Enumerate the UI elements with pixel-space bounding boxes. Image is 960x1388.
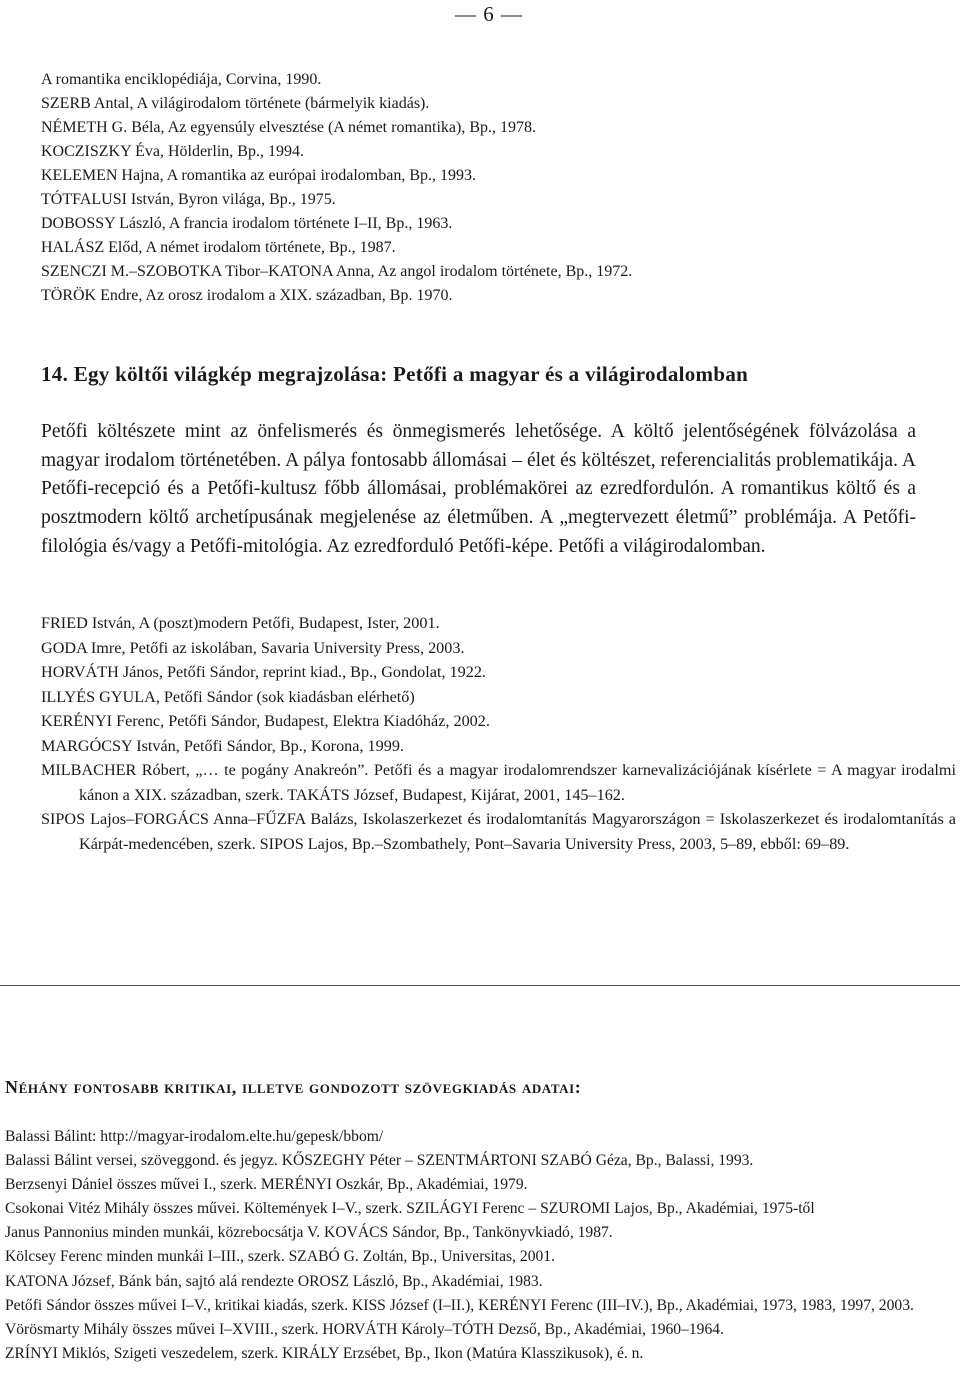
reference-item: Balassi Bálint: http://magyar-irodalom.elte.hu/gepesk/bbom/ bbox=[5, 1128, 384, 1145]
reference-item: NÉMETH G. Béla, Az egyensúly elvesztése (A német romantika), Bp., 1978. bbox=[41, 119, 536, 136]
reference-item: ZRÍNYI Miklós, Szigeti veszedelem, szerk. KIRÁLY Erzsébet, Bp., Ikon (Matúra Klasszikusok), é. n. bbox=[5, 1344, 644, 1362]
reference-item: HALÁSZ Előd, A német irodalom története, Bp., 1987. bbox=[41, 239, 396, 256]
reference-item: HORVÁTH János, Petőfi Sándor, reprint kiad., Bp., Gondolat, 1922. bbox=[41, 663, 486, 681]
reference-item: ILLYÉS GYULA, Petőfi Sándor (sok kiadásban elérhető) bbox=[41, 687, 415, 706]
reference-item: Vörösmarty Mihály összes művei I–XVIII., szerk. HORVÁTH Károly–TÓTH Dezső, Bp., Akadémiai, 1960–1964. bbox=[5, 1320, 724, 1338]
reference-item: SZERB Antal, A világirodalom története (bármelyik kiadás). bbox=[41, 95, 430, 112]
reference-item: MILBACHER Róbert, „… te pogány Anakreón”. Petőfi és a magyar irodalomrendszer karnevalizációjának kísérlete = A magyar irodalmi kánon a XIX. században, szerk. TAKÁTS József, Budapest, Kijárat, 2001, 145–162. bbox=[41, 761, 956, 804]
reference-item: Kölcsey Ferenc minden munkái I–III., szerk. SZABÓ G. Zoltán, Bp., Universitas, 2001. bbox=[5, 1248, 556, 1266]
reference-item: Balassi Bálint versei, szöveggond. és jegyz. KŐSZEGHY Péter – SZENTMÁRTONI SZABÓ Géza, Bp., Balassi, 1993. bbox=[5, 1152, 754, 1170]
reference-item: TÓTFALUSI István, Byron világa, Bp., 1975. bbox=[41, 191, 336, 208]
reference-item: SIPOS Lajos–FORGÁCS Anna–FŰZFA Balázs, Iskolaszerkezet és irodalomtanítás Magyarországon = Iskolaszerkezet és irodalomtanítás a Kárpát-medencében, szerk. SIPOS Lajos, Bp.–Szombathely, Pont–Savaria University Press, 2003, 5–89, ebből: 69–89. bbox=[41, 810, 956, 853]
reference-item: MARGÓCSY István, Petőfi Sándor, Bp., Korona, 1999. bbox=[41, 736, 404, 755]
reference-item: Csokonai Vitéz Mihály összes művei. Költemények I–V., szerk. SZILÁGYI Ferenc – SZUROMI Lajos, Bp., Akadémiai, 1975-től bbox=[5, 1200, 815, 1218]
reference-item: KERÉNYI Ferenc, Petőfi Sándor, Budapest, Elektra Kiadóház, 2002. bbox=[41, 712, 490, 730]
reference-item: Janus Pannonius minden munkái, közrebocsátja V. KOVÁCS Sándor, Bp., Tankönyvkiadó, 1987. bbox=[5, 1224, 613, 1242]
reference-item: Petőfi Sándor összes művei I–V., kritikai kiadás, szerk. KISS József (I–II.), KERÉNYI Ferenc (III–IV.), Bp., Akadémiai, 1973, 1983, 1997, 2003. bbox=[5, 1296, 914, 1314]
critical-editions-list bbox=[5, 1125, 955, 1366]
reference-item: DOBOSSY László, A francia irodalom története I–II, Bp., 1963. bbox=[41, 215, 453, 232]
bibliography-petofi bbox=[41, 611, 956, 856]
bibliography-romanticism bbox=[41, 68, 921, 308]
section-heading: 14. Egy költői világkép megrajzolása: Petőfi a magyar és a világirodalomban bbox=[41, 362, 749, 386]
section-paragraph: Petőfi költészete mint az önfelismerés és önmegismerés lehetősége. A költő jelentőségének fölvázolása a magyar irodalom történetében. A pálya fontosabb állomásai – élet és költészet, referencialitás problematikája. A Petőfi-recepció és a Petőfi-kultusz főbb állomásai, problémakörei az ezredfordulón. A romantikus költő és a posztmodern költő archetípusának megjelenése az életműben. A „megtervezett életmű” problémája. A Petőfi-filológia és/vagy a Petőfi-mitológia. Az ezredforduló Petőfi-képe. Petőfi a világirodalomban. bbox=[41, 421, 916, 557]
reference-item: KELEMEN Hajna, A romantika az európai irodalomban, Bp., 1993. bbox=[41, 167, 477, 184]
reference-item: GODA Imre, Petőfi az iskolában, Savaria University Press, 2003. bbox=[41, 638, 465, 657]
reference-item: SZENCZI M.–SZOBOTKA Tibor–KATONA Anna, Az angol irodalom története, Bp., 1972. bbox=[41, 263, 633, 280]
reference-item: Berzsenyi Dániel összes művei I., szerk. MERÉNYI Oszkár, Bp., Akadémiai, 1979. bbox=[5, 1176, 528, 1194]
reference-item: A romantika enciklopédiája, Corvina, 1990. bbox=[41, 71, 322, 88]
section-divider bbox=[0, 985, 960, 986]
reference-item: FRIED István, A (poszt)modern Petőfi, Budapest, Ister, 2001. bbox=[41, 614, 440, 632]
reference-item: KOCZISZKY Éva, Hölderlin, Bp., 1994. bbox=[41, 143, 304, 160]
page-number: ― 6 ― bbox=[455, 2, 523, 26]
reference-item: KATONA József, Bánk bán, sajtó alá rendezte OROSZ László, Bp., Akadémiai, 1983. bbox=[5, 1272, 543, 1290]
critical-editions-title: Néhány fontosabb kritikai, illetve gondozott szövegkiadás adatai: bbox=[5, 1077, 582, 1097]
reference-item: TÖRÖK Endre, Az orosz irodalom a XIX. században, Bp. 1970. bbox=[41, 287, 453, 304]
